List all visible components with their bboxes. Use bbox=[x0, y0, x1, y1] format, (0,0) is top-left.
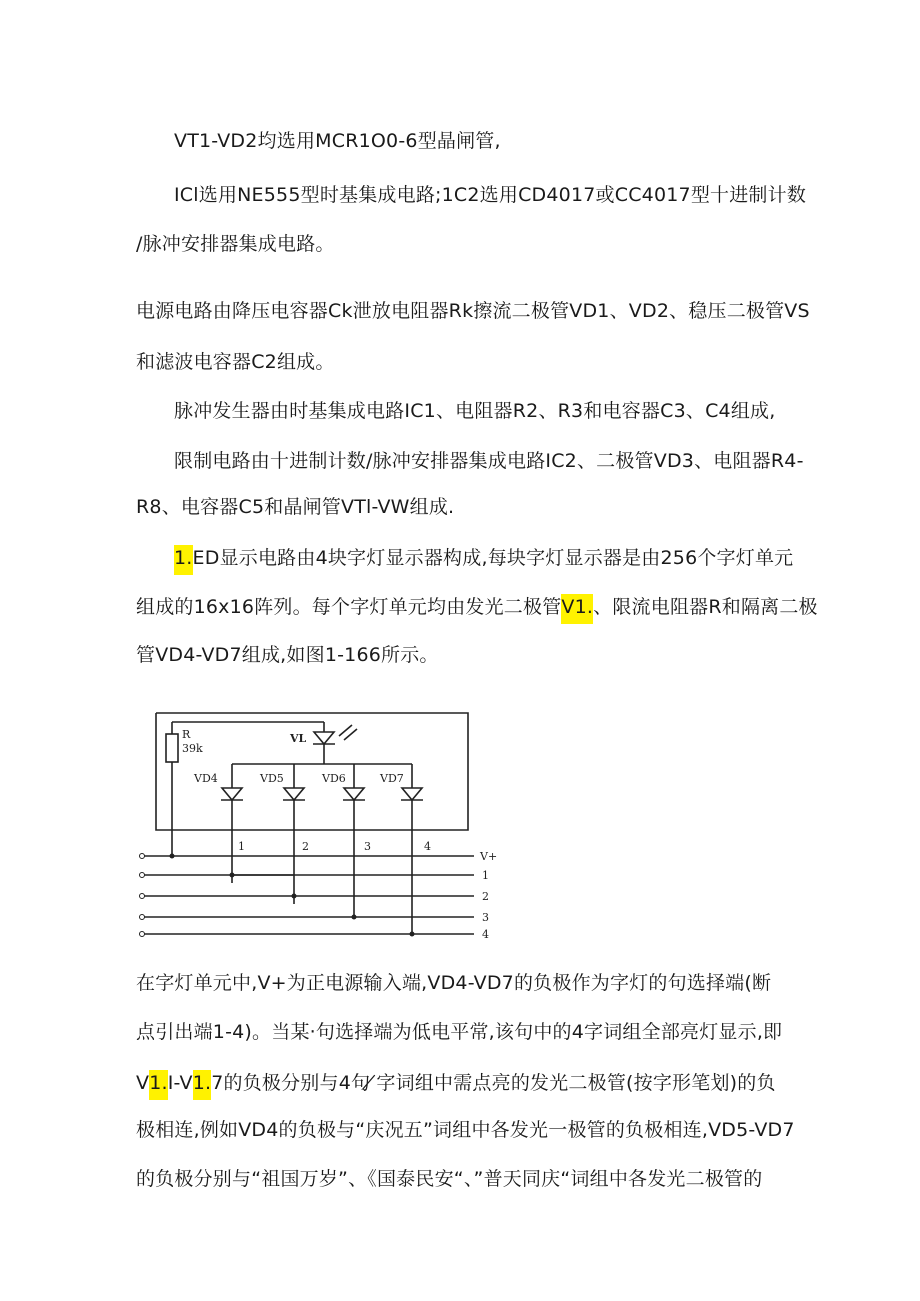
text-line: R8、电容器C5和晶闸管VTl-VW组成. bbox=[136, 496, 455, 518]
text-line: 脉冲发生器由时基集成电路IC1、电阻器R2、R3和电容器C3、C4组成, bbox=[174, 400, 776, 422]
text-line: /脉冲安排器集成电路。 bbox=[136, 233, 335, 255]
tap-label-3: 3 bbox=[364, 840, 371, 853]
resistor-label: R bbox=[182, 728, 191, 741]
text-segment: I-V bbox=[167, 1072, 193, 1094]
diode-label-vd7: VD7 bbox=[380, 772, 404, 785]
tap-label-2: 2 bbox=[302, 840, 309, 853]
text-line: 电源电路由降压电容器Ck泄放电阻器Rk擦流二极管VD1、VD2、稳压二极管VS bbox=[136, 300, 810, 322]
bus-label-3: 3 bbox=[482, 911, 489, 924]
diode-label-vd6: VD6 bbox=[322, 772, 346, 785]
highlighted-text: 1. bbox=[174, 545, 193, 575]
diode-label-vd5: VD5 bbox=[260, 772, 284, 785]
highlighted-text: 1. bbox=[193, 1070, 212, 1100]
bus-label-2: 2 bbox=[482, 890, 489, 903]
circuit-diagram bbox=[128, 708, 508, 944]
text-line bbox=[136, 594, 818, 620]
text-line: 管VD4-VD7组成,如图1-166所示。 bbox=[136, 644, 439, 666]
text-line: 极相连,例如VD4的负极与“庆况五”词组中各发光一极管的负极相连,VD5-VD7 bbox=[136, 1119, 795, 1141]
text-line: 限制电路由十进制计数/脉冲安排器集成电路IC2、二极管VD3、电阻器R4- bbox=[174, 450, 804, 472]
diode-label-vd4: VD4 bbox=[194, 772, 218, 785]
bus-label-4: 4 bbox=[482, 928, 489, 941]
text-line: VT1-VD2均选用MCR1O0-6型晶闸管, bbox=[174, 130, 501, 152]
text-segment: ED显示电路由4块字灯显示器构成,每块字灯显示器是由256个字灯单元 bbox=[192, 547, 794, 569]
text-line: 的负极分别与“祖国万岁”、《国泰民安“、”普天同庆“词组中各发光二极管的 bbox=[136, 1168, 763, 1190]
text-line bbox=[136, 1070, 776, 1096]
led-label: VL bbox=[290, 732, 307, 745]
bus-label-vplus: V+ bbox=[480, 850, 498, 863]
text-segment: 、限流电阻器R和隔离二极 bbox=[593, 596, 818, 618]
text-line: ICl选用NE555型时基集成电路;1C2选用CD4017或CC4017型十进制计数 bbox=[174, 184, 807, 206]
text-line: 在字灯单元中,V+为正电源输入端,VD4-VD7的负极作为字灯的句选择端(断 bbox=[136, 972, 772, 994]
text-line: 点引出端1-4)。当某·句选择端为低电平常,该句中的4字词组全部亮灯显示,即 bbox=[136, 1021, 783, 1043]
tap-label-4: 4 bbox=[424, 840, 431, 853]
highlighted-text: 1. bbox=[149, 1070, 168, 1100]
tap-label-1: 1 bbox=[238, 840, 245, 853]
text-line: 和滤波电容器C2组成。 bbox=[136, 351, 335, 373]
led-symbol bbox=[314, 732, 334, 744]
text-segment: V bbox=[136, 1072, 150, 1094]
highlighted-text: V1. bbox=[561, 594, 593, 624]
bus-label-1: 1 bbox=[482, 869, 489, 882]
text-segment: 7的负极分别与4句 ̸字词组中需点亮的发光二极管(按字形笔划)的负 bbox=[211, 1072, 776, 1094]
text-line bbox=[174, 545, 793, 571]
resistor-symbol bbox=[166, 734, 178, 762]
resistor-value: 39k bbox=[182, 742, 203, 755]
text-segment: 组成的16x16阵列。每个字灯单元均由发光二极管 bbox=[136, 596, 562, 618]
